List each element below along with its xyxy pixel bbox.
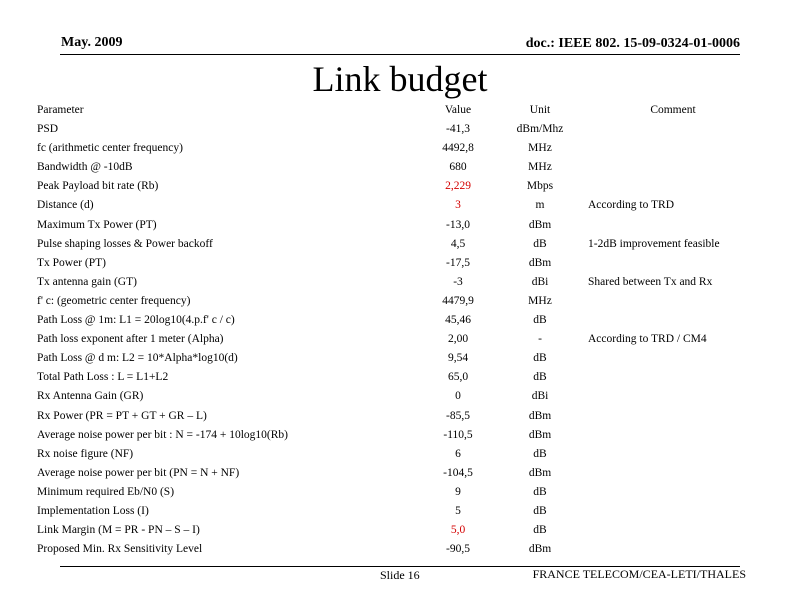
- cell-parameter: Path Loss @ 1m: L1 = 20log10(4.p.f' c / c): [37, 314, 235, 327]
- cell-value: -110,5: [443, 428, 473, 441]
- cell-value: -104,5: [443, 466, 473, 479]
- cell-unit: dBm: [528, 428, 552, 441]
- cell-unit: dB: [533, 447, 547, 460]
- cell-parameter: Path Loss @ d m: L2 = 10*Alpha*log10(d): [37, 352, 238, 365]
- slide-number: Slide 16: [380, 568, 420, 582]
- cell-unit: dB: [533, 371, 547, 384]
- cell-parameter: Rx noise figure (NF): [37, 447, 134, 460]
- table-row: [37, 292, 757, 311]
- table-row: [37, 254, 757, 273]
- slide-title: Link budget: [312, 59, 488, 99]
- cell-parameter: Implementation Loss (I): [37, 504, 149, 517]
- cell-value: 3: [455, 199, 461, 212]
- cell-parameter: Total Path Loss : L = L1+L2: [37, 371, 169, 384]
- table-row: [37, 177, 757, 196]
- cell-unit: m: [535, 199, 545, 212]
- cell-value: 65,0: [447, 371, 469, 384]
- table-row: [37, 216, 757, 235]
- table-row: [37, 196, 757, 215]
- table-row: [37, 330, 757, 349]
- cell-unit: dB: [533, 524, 547, 537]
- cell-parameter: Bandwidth @ -10dB: [37, 161, 133, 174]
- table-row: [37, 235, 757, 254]
- header-divider: [60, 54, 740, 55]
- table-row: [37, 483, 757, 502]
- cell-parameter: f' c: (geometric center frequency): [37, 294, 191, 307]
- cell-comment: Shared between Tx and Rx: [588, 275, 713, 288]
- cell-unit: dBm: [528, 543, 552, 556]
- cell-unit: dB: [533, 237, 547, 250]
- cell-value: 5: [455, 504, 461, 517]
- cell-value: 4492,8: [442, 142, 474, 155]
- footer-organizations: FRANCE TELECOM/CEA-LETI/THALES: [532, 567, 746, 581]
- cell-parameter: Proposed Min. Rx Sensitivity Level: [37, 543, 203, 556]
- cell-unit: -: [538, 333, 542, 346]
- table-row: [37, 311, 757, 330]
- cell-value: -85,5: [446, 409, 470, 422]
- table-body: [37, 120, 757, 559]
- table-header-row: [37, 101, 757, 120]
- cell-comment: According to TRD: [588, 199, 675, 212]
- table-row: [37, 349, 757, 368]
- link-budget-table: [37, 101, 757, 559]
- table-row: [37, 521, 757, 540]
- table-row: [37, 120, 757, 139]
- cell-unit: dBi: [531, 390, 549, 403]
- cell-unit: dBm: [528, 409, 552, 422]
- table-row: [37, 368, 757, 387]
- cell-parameter: Rx Antenna Gain (GR): [37, 390, 144, 403]
- cell-parameter: Peak Payload bit rate (Rb): [37, 180, 159, 193]
- table-row: [37, 158, 757, 177]
- table-row: [37, 139, 757, 158]
- header-doc-id: doc.: IEEE 802. 15-09-0324-01-0006: [525, 36, 740, 51]
- cell-parameter: Rx Power (PR = PT + GT + GR – L): [37, 409, 207, 422]
- cell-unit: dB: [533, 485, 547, 498]
- table-row: [37, 387, 757, 406]
- cell-value: -90,5: [446, 543, 470, 556]
- cell-unit: dBm: [528, 256, 552, 269]
- cell-unit: MHz: [528, 142, 552, 155]
- column-header-value: Value: [444, 104, 472, 116]
- cell-value: 5,0: [450, 524, 466, 537]
- cell-parameter: Average noise power per bit : N = -174 + 10log10(Rb): [37, 428, 289, 441]
- cell-parameter: Distance (d): [37, 199, 94, 212]
- table-row: [37, 273, 757, 292]
- cell-unit: dBm: [528, 466, 552, 479]
- table-row: [37, 502, 757, 521]
- cell-unit: MHz: [528, 294, 552, 307]
- cell-unit: dB: [533, 314, 547, 327]
- header-date: May. 2009: [61, 35, 123, 50]
- cell-parameter: Tx antenna gain (GT): [37, 275, 137, 288]
- cell-parameter: Maximum Tx Power (PT): [37, 218, 157, 231]
- cell-value: -13,0: [446, 218, 470, 231]
- cell-value: 2,00: [447, 333, 469, 346]
- cell-parameter: fc (arithmetic center frequency): [37, 142, 183, 155]
- cell-parameter: Link Margin (M = PR - PN – S – I): [37, 524, 200, 537]
- cell-parameter: Tx Power (PT): [37, 256, 106, 269]
- table-row: [37, 464, 757, 483]
- cell-value: 6: [455, 447, 461, 460]
- cell-unit: dB: [533, 352, 547, 365]
- cell-value: 4,5: [450, 237, 466, 250]
- table-row: [37, 445, 757, 464]
- cell-parameter: Average noise power per bit (PN = N + NF): [37, 466, 240, 479]
- table-row: [37, 540, 757, 559]
- cell-value: -3: [453, 275, 463, 288]
- cell-value: -41,3: [446, 123, 470, 136]
- cell-value: -17,5: [446, 256, 470, 269]
- table-row: [37, 407, 757, 426]
- cell-value: 9,54: [447, 352, 469, 365]
- column-header-parameter: Parameter: [37, 104, 84, 116]
- cell-value: 9: [455, 485, 461, 498]
- cell-parameter: PSD: [37, 123, 59, 136]
- cell-parameter: Minimum required Eb/N0 (S): [37, 485, 175, 498]
- cell-parameter: Path loss exponent after 1 meter (Alpha): [37, 333, 224, 346]
- cell-value: 45,46: [445, 314, 471, 327]
- cell-comment: According to TRD / CM4: [588, 333, 707, 346]
- cell-unit: MHz: [528, 161, 552, 174]
- cell-value: 680: [449, 161, 467, 174]
- cell-value: 2,229: [445, 180, 471, 193]
- cell-unit: Mbps: [526, 180, 554, 193]
- cell-parameter: Pulse shaping losses & Power backoff: [37, 237, 213, 250]
- column-header-comment: Comment: [650, 104, 696, 116]
- cell-unit: dBm: [528, 218, 552, 231]
- column-header-unit: Unit: [529, 104, 551, 116]
- cell-unit: dBi: [531, 275, 549, 288]
- table-row: [37, 426, 757, 445]
- cell-value: 4479,9: [442, 294, 474, 307]
- cell-comment: 1-2dB improvement feasible: [588, 237, 720, 250]
- cell-unit: dBm/Mhz: [516, 123, 564, 136]
- cell-unit: dB: [533, 504, 547, 517]
- cell-value: 0: [455, 390, 461, 403]
